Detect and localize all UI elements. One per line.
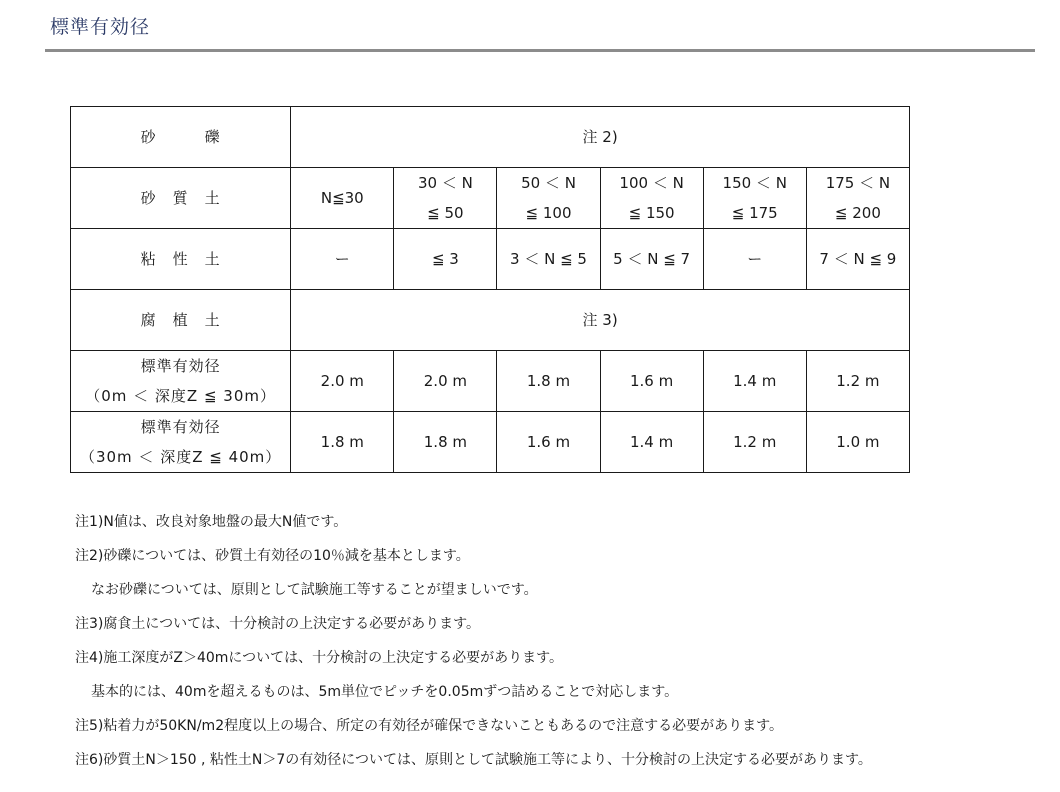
note-line: 注4)施工深度がZ＞40mについては、十分検討の上決定する必要があります。	[75, 650, 564, 666]
note-reference-cell: 注 2)	[291, 107, 910, 168]
table-cell: 3 ＜ N ≦ 5	[497, 229, 600, 290]
note-line: 注6)砂質土N＞150 , 粘性土N＞7の有効径については、原則として試験施工等により、十分検討の上決定する必要があります。	[75, 752, 872, 768]
note-line: 注2)砂礫については、砂質土有効径の10％減を基本とします。	[75, 548, 470, 564]
table-cell: 1.6 m	[600, 351, 703, 412]
row-label: 標準有効径 （0m ＜ 深度Z ≦ 30m）	[71, 351, 291, 412]
table-cell: 1.8 m	[497, 351, 600, 412]
note-reference-cell: 注 3)	[291, 290, 910, 351]
row-label: 標準有効径 （30m ＜ 深度Z ≦ 40m）	[71, 412, 291, 473]
row-label: 砂 質 土	[71, 168, 291, 229]
note-line: 注3)腐食土については、十分検討の上決定する必要があります。	[75, 616, 480, 632]
row-label: 腐 植 土	[71, 290, 291, 351]
table-cell: 50 ＜ N ≦ 100	[497, 168, 600, 229]
table-cell: 1.6 m	[497, 412, 600, 473]
table-cell: ー	[291, 229, 394, 290]
table-cell: 7 ＜ N ≦ 9	[806, 229, 909, 290]
notes-list	[75, 505, 872, 777]
table-cell: 1.2 m	[703, 412, 806, 473]
table-cell: 1.0 m	[806, 412, 909, 473]
table-row	[71, 229, 910, 290]
table-row	[71, 107, 910, 168]
table-row	[71, 351, 910, 412]
table-cell: 175 ＜ N ≦ 200	[806, 168, 909, 229]
page-title: 標準有効径	[50, 16, 151, 38]
note-line: 注5)粘着力が50KN/m2程度以上の場合、所定の有効径が確保できないこともあるので注意する必要があります。	[75, 718, 783, 734]
table-cell: 30 ＜ N ≦ 50	[394, 168, 497, 229]
table-cell: 5 ＜ N ≦ 7	[600, 229, 703, 290]
effective-diameter-table	[70, 106, 910, 473]
table-cell: 2.0 m	[394, 351, 497, 412]
title-divider	[45, 49, 1035, 52]
table-cell: 1.4 m	[703, 351, 806, 412]
table-cell: 100 ＜ N ≦ 150	[600, 168, 703, 229]
table-cell: 1.2 m	[806, 351, 909, 412]
note-line: 注1)N値は、改良対象地盤の最大N値です。	[75, 514, 348, 530]
row-label: 砂 礫	[71, 107, 291, 168]
table-row	[71, 168, 910, 229]
table-cell: 1.8 m	[394, 412, 497, 473]
table-cell: 2.0 m	[291, 351, 394, 412]
table-row	[71, 412, 910, 473]
row-label: 粘 性 土	[71, 229, 291, 290]
table-cell: 150 ＜ N ≦ 175	[703, 168, 806, 229]
table-cell: N≦30	[291, 168, 394, 229]
table-cell: 1.8 m	[291, 412, 394, 473]
note-line: 基本的には、40mを超えるものは、5m単位でピッチを0.05mずつ詰めることで対応します。	[91, 684, 679, 700]
table-cell: ー	[703, 229, 806, 290]
table-cell: 1.4 m	[600, 412, 703, 473]
table-cell: ≦ 3	[394, 229, 497, 290]
note-line: なお砂礫については、原則として試験施工等することが望ましいです。	[91, 582, 538, 598]
table-row	[71, 290, 910, 351]
